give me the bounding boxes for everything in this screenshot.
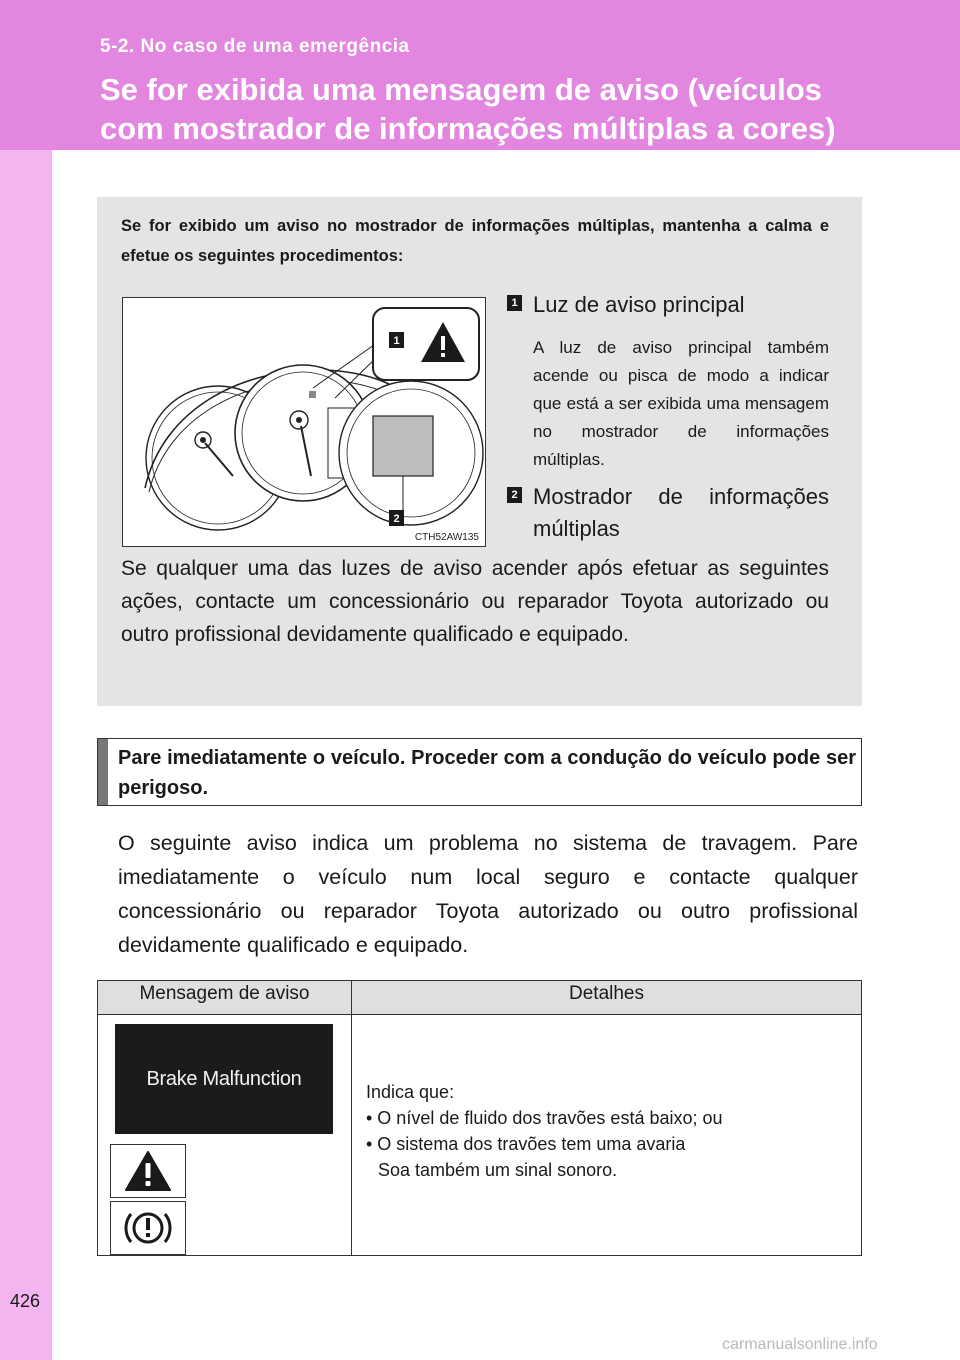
callout-description: A luz de aviso principal também acende ou pisca de modo a indicar que está a ser exibida uma mensagem no mostrador de informações múltiplas.	[533, 338, 829, 469]
warning-bar	[98, 739, 108, 805]
message-cell	[98, 1015, 352, 1256]
info-box	[97, 197, 862, 706]
section-label: 5-2. No caso de uma emergência	[100, 36, 410, 57]
details-intro: Indica que:	[366, 1082, 455, 1102]
table-header-row	[98, 981, 862, 1015]
page-number: 426	[10, 1291, 41, 1311]
figure-code: CTH52AW135	[414, 532, 479, 543]
intro-text: Se for exibido um aviso no mostrador de informações múltiplas, mantenha a calma e efetue os seguintes procedimentos:	[121, 217, 829, 265]
page-title: Se for exibida uma mensagem de aviso (veículos com mostrador de informações múltiplas a cores)	[100, 72, 836, 146]
svg-text:2: 2	[393, 513, 400, 525]
table-row	[98, 1015, 862, 1256]
details-item: • O nível de fluido dos travões está baixo; ou	[366, 1108, 723, 1128]
column-header: Mensagem de aviso	[98, 981, 352, 1015]
callout-title: Mostrador de informações múltiplas	[533, 484, 829, 541]
warning-message-table	[97, 980, 862, 1256]
master-warning-triangle-icon	[110, 1144, 186, 1198]
details-cell	[352, 1015, 862, 1256]
page-header	[0, 0, 960, 150]
warning-box	[97, 738, 862, 806]
instrument-cluster-illustration	[123, 298, 485, 546]
message-display-text: Brake Malfunction	[146, 1067, 302, 1090]
callout-number-badge: 2	[507, 487, 522, 503]
callout-title: Luz de aviso principal	[533, 292, 745, 317]
watermark: carmanualsonline.info	[722, 1336, 878, 1353]
message-display	[115, 1024, 333, 1134]
details-note: Soa também um sinal sonoro.	[378, 1160, 618, 1180]
callout-number-badge: 1	[507, 295, 522, 311]
callout-1	[507, 289, 745, 321]
details-item: • O sistema dos travões tem uma avaria	[366, 1134, 686, 1154]
brake-system-warning-icon	[110, 1201, 186, 1255]
body-paragraph: Se qualquer uma das luzes de aviso acender após efetuar as seguintes ações, contacte um concessionário ou reparador Toyota autorizado ou outro profissional devidamente qualificado e equipado.	[121, 557, 829, 646]
details-text	[366, 1079, 723, 1183]
side-strip	[0, 150, 52, 1360]
warning-text: Pare imediatamente o veículo. Proceder com a condução do veículo pode ser perigoso.	[118, 747, 856, 799]
callout-2	[507, 481, 829, 545]
brake-paragraph: O seguinte aviso indica um problema no sistema de travagem. Pare imediatamente o veículo num local seguro e contacte qualquer concessionário ou reparador Toyota autorizado ou outro profissional devidamente qualificado e equipado.	[118, 831, 858, 957]
column-header: Detalhes	[352, 981, 862, 1015]
instrument-cluster-figure	[122, 297, 486, 547]
svg-text:1: 1	[393, 335, 400, 347]
